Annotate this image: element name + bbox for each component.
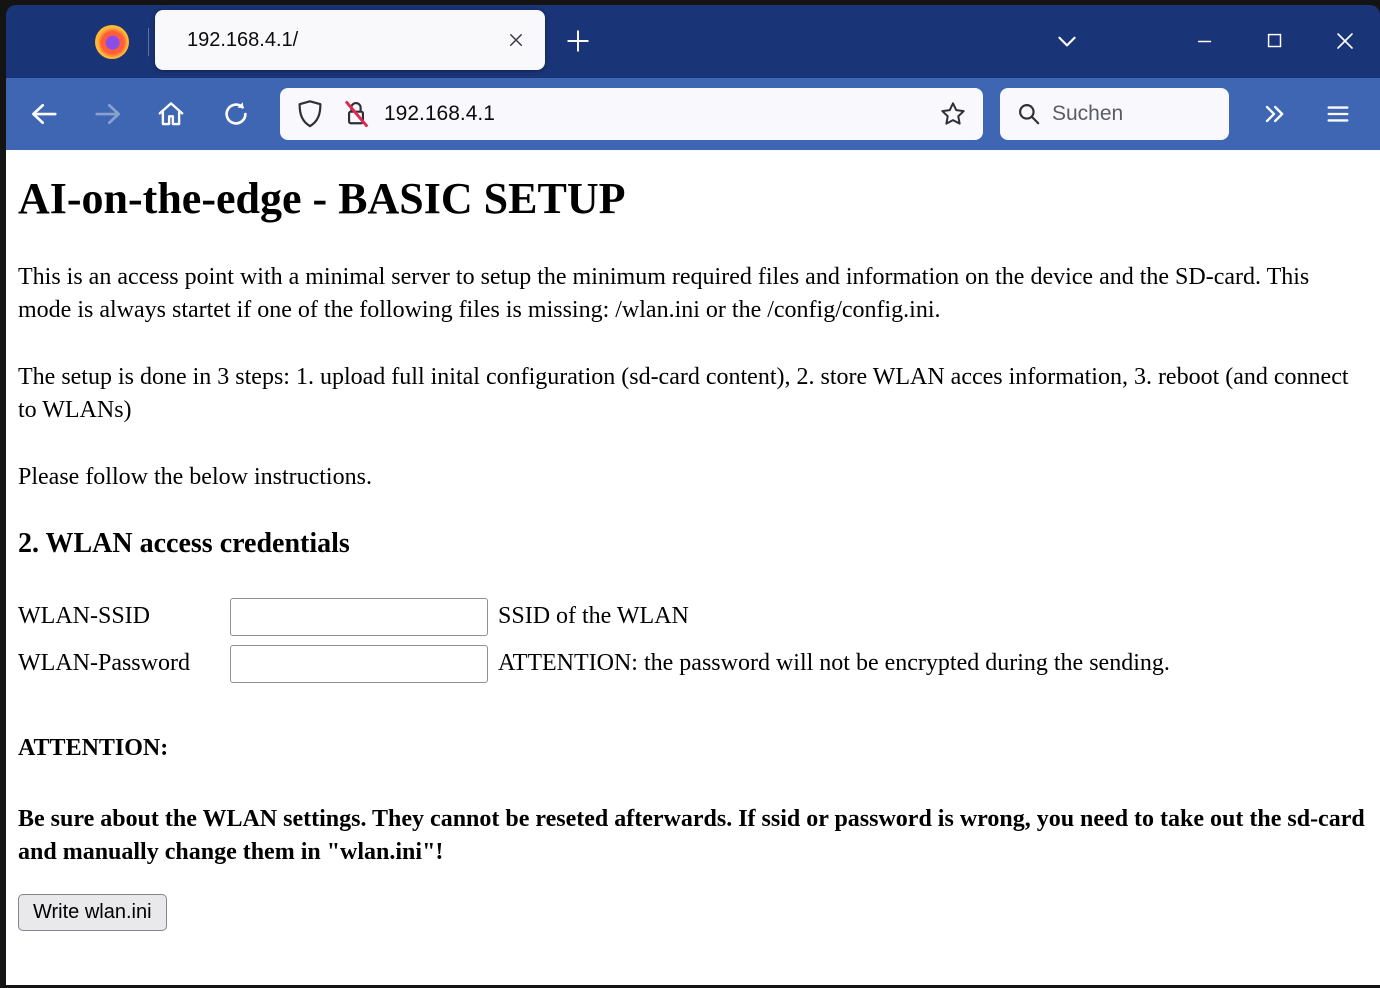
search-icon	[1016, 101, 1042, 127]
password-label: WLAN-Password	[18, 650, 190, 677]
password-row	[18, 645, 1368, 683]
section-heading: 2. WLAN access credentials	[18, 527, 350, 559]
warning-paragraph: Be sure about the WLAN settings. They cannot be reseted afterwards. If ssid or password is wrong, you need to take out the sd-card and manually change them in "wlan.ini"!	[18, 805, 1365, 865]
list-all-tabs-button[interactable]	[1048, 22, 1086, 60]
password-description: ATTENTION: the password will not be encrypted during the sending.	[498, 650, 1170, 677]
home-button[interactable]	[149, 92, 193, 136]
reload-button[interactable]	[214, 92, 258, 136]
chevron-down-icon	[1054, 28, 1080, 54]
bookmark-button[interactable]	[939, 100, 967, 128]
star-icon	[939, 100, 967, 128]
plus-icon	[565, 28, 591, 54]
search-engine-button[interactable]	[1016, 101, 1042, 127]
follow-paragraph: Please follow the below instructions.	[18, 463, 372, 490]
minimize-button[interactable]	[1183, 22, 1227, 60]
titlebar	[6, 5, 1380, 78]
menu-button[interactable]	[1316, 92, 1360, 136]
page-content	[6, 150, 1380, 985]
url-bar[interactable]	[280, 88, 983, 140]
back-button[interactable]	[22, 92, 66, 136]
close-icon	[507, 31, 525, 49]
close-icon	[1333, 29, 1357, 53]
url-text: 192.168.4.1	[384, 102, 495, 125]
attention-heading: ATTENTION:	[18, 734, 169, 761]
forward-arrow-icon	[93, 99, 123, 129]
search-placeholder: Suchen	[1052, 102, 1124, 125]
shield-button[interactable]	[296, 99, 324, 129]
wlan-credentials-form	[18, 598, 1368, 683]
overflow-button[interactable]	[1252, 92, 1296, 136]
insecure-lock-icon	[342, 99, 370, 129]
search-bar[interactable]	[1000, 88, 1229, 140]
back-arrow-icon	[29, 99, 59, 129]
reload-icon	[221, 99, 251, 129]
intro-paragraph: This is an access point with a minimal server to setup the minimum required files and information on the device and the SD-card. This mode is always startet if one of the following files is missing: /wlan.ini or the /config/config.ini.	[18, 263, 1310, 323]
ssid-label: WLAN-SSID	[18, 603, 150, 630]
write-wlan-ini-button[interactable]: Write wlan.ini	[18, 894, 167, 931]
wlan-password-input[interactable]	[230, 645, 488, 683]
tab-close-button[interactable]	[499, 23, 533, 57]
page-title: AI-on-the-edge - BASIC SETUP	[18, 174, 626, 223]
home-icon	[156, 99, 186, 129]
ssid-description: SSID of the WLAN	[498, 603, 689, 630]
tab-title: 192.168.4.1/	[187, 28, 299, 51]
minimize-icon	[1194, 30, 1216, 52]
new-tab-button[interactable]	[559, 22, 597, 60]
steps-paragraph: The setup is done in 3 steps: 1. upload full inital configuration (sd-card content), 2. store WLAN acces information, 3. reboot (and connect to WLANs)	[18, 363, 1349, 423]
wlan-ssid-input[interactable]	[230, 598, 488, 636]
double-chevron-right-icon	[1260, 100, 1288, 128]
hamburger-menu-icon	[1324, 100, 1352, 128]
browser-tab[interactable]	[155, 10, 545, 70]
firefox-logo-icon	[95, 25, 129, 59]
maximize-button[interactable]	[1253, 22, 1297, 60]
site-security-button[interactable]	[342, 99, 370, 129]
tracking-protection-shield-icon	[296, 99, 324, 129]
navigation-toolbar	[6, 78, 1380, 150]
maximize-icon	[1264, 30, 1286, 52]
tab-separator	[148, 28, 149, 56]
forward-button[interactable]	[86, 92, 130, 136]
close-window-button[interactable]	[1323, 22, 1367, 60]
ssid-row	[18, 598, 1368, 636]
